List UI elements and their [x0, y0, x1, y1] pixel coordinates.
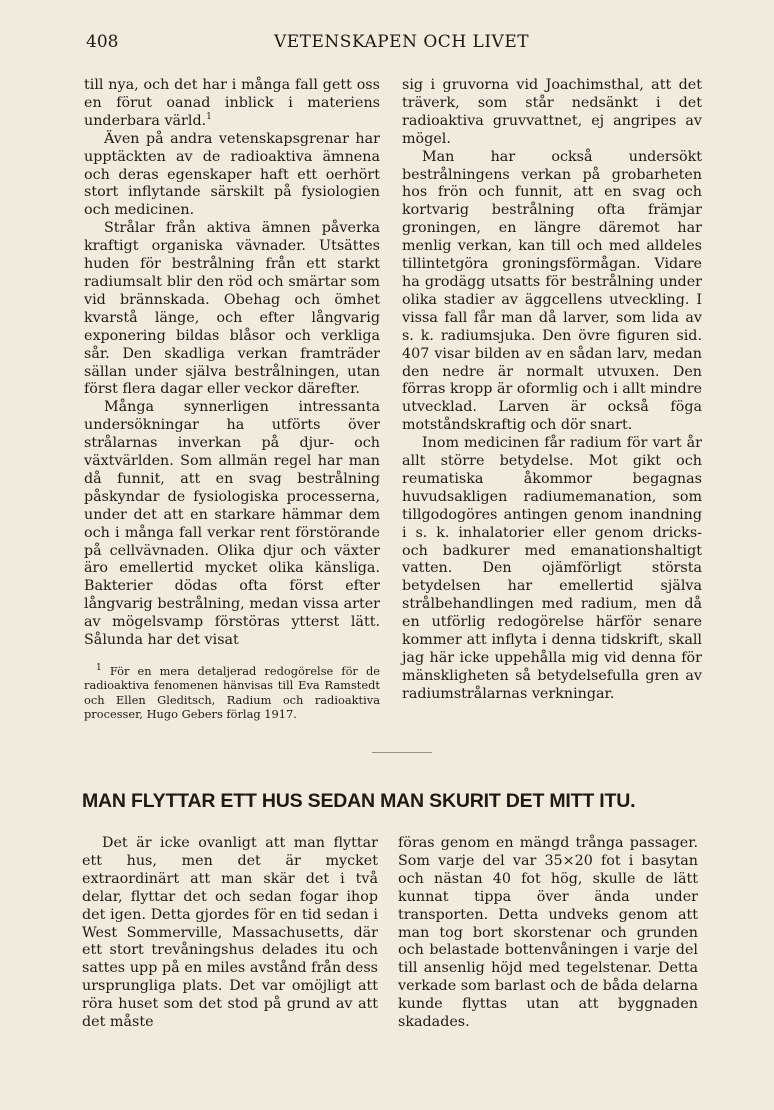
- page-header: [86, 32, 686, 56]
- article1-left-column: [84, 77, 380, 722]
- running-title: VETENSKAPEN OCH LIVET: [274, 32, 530, 52]
- paragraph: Även på andra vetenskapsgrenar har upptäckten av de radioaktiva ämnena och deras egenskaper haft ett oerhört stort inflytande särskilt på fysiologien och medicinen.: [84, 130, 380, 219]
- paragraph: sig i gruvorna vid Joachimsthal, att det träverk, som står nedsänkt i det radioaktiva gruvvattnet, ej angripes av mögel.: [402, 77, 702, 147]
- article2-right-column: [398, 835, 698, 1032]
- article2-left-column: [82, 835, 378, 1032]
- article2-headline: MAN FLYTTAR ETT HUS SEDAN MAN SKURIT DET MITT ITU.: [82, 790, 636, 812]
- section-divider: [372, 752, 432, 753]
- paragraph: Strålar från aktiva ämnen påverka kraftigt organiska vävnader. Utsättes huden för bestrålning från ett starkt radiumsalt blir den röd och smärtar som vid brännskada. Obehag och ömhet kvarstå länge, och efter långvarig exponering bildas blåsor och verkliga sår. Den skadliga verkan framträder sällan under själva bestrålningen, utan först flera dagar eller veckor därefter.: [84, 220, 380, 398]
- footnote: $^1$ För en mera detaljerad redogörelse för de radioaktiva fenomenen hänvisas till Eva Ramstedt och Ellen Gleditsch, Radium och radioaktiva processer, Hugo Gebers förlag 1917.: [84, 663, 380, 722]
- article1-right-column: [402, 77, 702, 704]
- footnote-reference: 1: [206, 112, 212, 123]
- page-number: 408: [86, 32, 119, 52]
- paragraph: Inom medicinen får radium för vart år allt större betydelse. Mot gikt och reumatiska åkommor begagnas huvudsakligen radiumemanation, som tillgodogöres antingen genom inandning i s. k. inhalatorier eller genom dricks- och badkurer med emanationshaltigt vatten. Den ojämförligt största betydelsen har emellertid själva strålbehandlingen med radium, men då en utförlig redogörelse härför senare kommer att inflyta i denna tidskrift, skall jag här icke uppehålla mig vid denna för mänskligheten så betydelsefulla gren av radiumstrålarnas verkningar.: [402, 435, 702, 702]
- paragraph: till nya, och det har i många fall gett oss en förut oanad inblick i materiens underbara värld.$^1$: [84, 77, 380, 129]
- paragraph: Många synnerligen intressanta undersökningar ha utförts över strålarnas inverkan på djur- och växtvärlden. Som allmän regel har man då funnit, att en svag bestrålning påskyndar de fysiologiska processerna, under det att en starkare hämmar dem och i många fall verkar rent förstörande på cellvävnaden. Olika djur och växter äro emellertid mycket olika känsliga. Bakterier dödas ofta först efter långvarig bestrålning, medan vissa arter av mögelsvamp förstöras ytterst lätt. Sålunda har det visat: [84, 399, 380, 649]
- footnote-marker: 1: [96, 663, 102, 674]
- paragraph: föras genom en mängd trånga passager. Som varje del var 35×20 fot i basytan och nästan 40 fot hög, skulle de lätt kunnat tippa över ända under transporten. Detta undveks genom att man tog bort skorstenar och grunden och belastade bottenvåningen i varje del till ansenlig höjd med tegelstenar. Detta verkade som barlast och de båda delarna kunde flyttas utan att byggnaden skadades.: [398, 835, 698, 1031]
- paragraph: Det är icke ovanligt att man flyttar ett hus, men det är mycket extraordinärt att man skär det i två delar, flyttar det och sedan fogar ihop det igen. Detta gjordes för en tid sedan i West Sommerville, Massachusetts, där ett stort trevåningshus delades itu och sattes upp på en miles avstånd från dess ursprungliga plats. Det var omöjligt att röra huset som det stod på grund av att det måste: [82, 835, 378, 1031]
- paragraph: Man har också undersökt bestrålningens verkan på grobarheten hos frön och funnit, att en svag och kortvarig bestrålning ofta främjar groningen, en längre däremot har menlig verkan, kan till och med alldeles tillintetgöra groningsförmågan. Vidare ha grodägg utsatts för bestrålning under olika stadier av äggcellens utveckling. I vissa fall får man då larver, som lida av s. k. radiumsjuka. Den övre figuren sid. 407 visar bilden av en sådan larv, medan den nedre är normalt utvuxen. Den förras kropp är oformlig och i allt mindre utvecklad. Larven är också föga motståndskraftig och dör snart.: [402, 148, 702, 434]
